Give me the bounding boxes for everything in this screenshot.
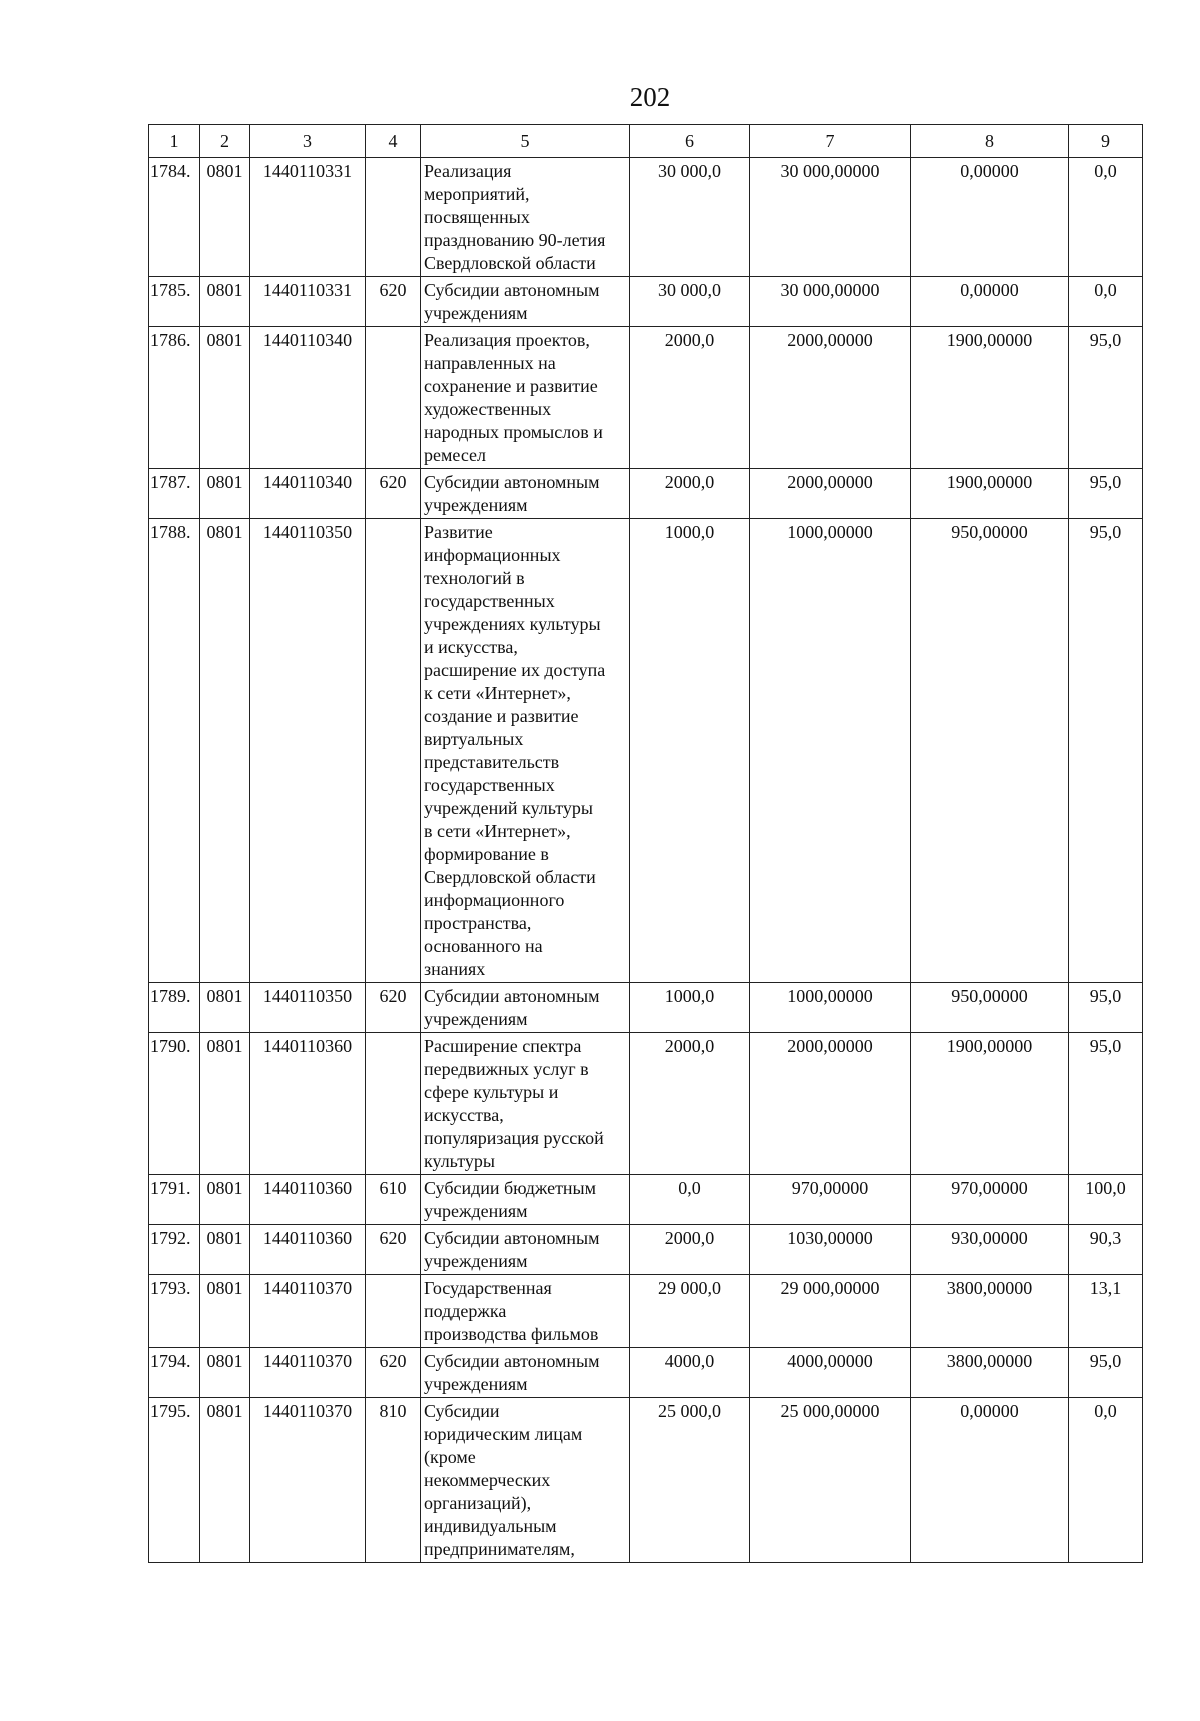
refined-amount: 2000,00000 <box>750 1033 911 1175</box>
item-name-line: искусства, <box>424 1105 504 1125</box>
execution-percent: 95,0 <box>1069 519 1143 983</box>
page-number: 202 <box>629 82 671 112</box>
item-name-line: учреждений культуры <box>424 798 593 818</box>
execution-percent: 95,0 <box>1069 983 1143 1033</box>
item-name-line: организаций), <box>424 1493 532 1513</box>
section-code: 0801 <box>200 1225 250 1275</box>
item-name <box>421 1398 630 1563</box>
item-name-line: учреждениям <box>424 1374 528 1394</box>
row-number: 1794. <box>149 1348 200 1398</box>
item-name-line: Субсидии автономным <box>424 280 600 300</box>
refined-amount: 2000,00000 <box>750 327 911 469</box>
expense-type: 620 <box>366 1225 421 1275</box>
planned-amount: 30 000,0 <box>630 158 750 277</box>
item-name-line: посвященных <box>424 207 530 227</box>
item-name-line: и искусства, <box>424 637 518 657</box>
column-header: 1 <box>149 125 200 158</box>
expense-type: 620 <box>366 1348 421 1398</box>
item-name-line: учреждениях культуры <box>424 614 601 634</box>
row-number: 1787. <box>149 469 200 519</box>
item-name <box>421 1033 630 1175</box>
executed-amount: 970,00000 <box>911 1175 1069 1225</box>
item-name-line: празднованию 90-летия <box>424 230 606 250</box>
item-name-line: культуры <box>424 1151 495 1171</box>
planned-amount: 1000,0 <box>630 519 750 983</box>
row-number: 1788. <box>149 519 200 983</box>
executed-amount: 1900,00000 <box>911 469 1069 519</box>
row-number: 1791. <box>149 1175 200 1225</box>
execution-percent: 95,0 <box>1069 469 1143 519</box>
expense-type <box>366 158 421 277</box>
planned-amount: 30 000,0 <box>630 277 750 327</box>
expense-type <box>366 1033 421 1175</box>
table-row <box>149 158 1143 277</box>
column-header: 8 <box>911 125 1069 158</box>
item-name-line: передвижных услуг в <box>424 1059 589 1079</box>
item-name-line: направленных на <box>424 353 556 373</box>
execution-percent: 95,0 <box>1069 1348 1143 1398</box>
expense-type <box>366 519 421 983</box>
item-name <box>421 1175 630 1225</box>
executed-amount: 1900,00000 <box>911 327 1069 469</box>
item-name-line: (кроме <box>424 1447 476 1467</box>
table-row <box>149 983 1143 1033</box>
executed-amount: 950,00000 <box>911 983 1069 1033</box>
executed-amount: 0,00000 <box>911 277 1069 327</box>
executed-amount: 930,00000 <box>911 1225 1069 1275</box>
target-code: 1440110360 <box>250 1225 366 1275</box>
refined-amount: 25 000,00000 <box>750 1398 911 1563</box>
item-name-line: пространства, <box>424 913 532 933</box>
item-name-line: формирование в <box>424 844 549 864</box>
section-code: 0801 <box>200 1348 250 1398</box>
planned-amount: 2000,0 <box>630 1225 750 1275</box>
execution-percent: 90,3 <box>1069 1225 1143 1275</box>
section-code: 0801 <box>200 1033 250 1175</box>
expense-type <box>366 1275 421 1348</box>
refined-amount: 970,00000 <box>750 1175 911 1225</box>
item-name-line: виртуальных <box>424 729 524 749</box>
item-name <box>421 277 630 327</box>
column-header: 2 <box>200 125 250 158</box>
item-name-line: государственных <box>424 775 555 795</box>
item-name <box>421 1275 630 1348</box>
table-row <box>149 327 1143 469</box>
section-code: 0801 <box>200 158 250 277</box>
planned-amount: 2000,0 <box>630 469 750 519</box>
target-code: 1440110370 <box>250 1348 366 1398</box>
planned-amount: 1000,0 <box>630 983 750 1033</box>
section-code: 0801 <box>200 469 250 519</box>
item-name-line: создание и развитие <box>424 706 579 726</box>
planned-amount: 29 000,0 <box>630 1275 750 1348</box>
item-name-line: художественных <box>424 399 552 419</box>
item-name-line: информационных <box>424 545 561 565</box>
budget-table-wrapper <box>148 124 1143 1563</box>
refined-amount: 30 000,00000 <box>750 277 911 327</box>
item-name-line: Субсидии <box>424 1401 500 1421</box>
section-code: 0801 <box>200 1175 250 1225</box>
item-name-line: Субсидии автономным <box>424 1351 600 1371</box>
table-row <box>149 1275 1143 1348</box>
executed-amount: 0,00000 <box>911 1398 1069 1563</box>
item-name-line: сохранение и развитие <box>424 376 598 396</box>
item-name-line: Реализация проектов, <box>424 330 590 350</box>
item-name-line: Реализация <box>424 161 512 181</box>
refined-amount: 1030,00000 <box>750 1225 911 1275</box>
section-code: 0801 <box>200 1275 250 1348</box>
planned-amount: 2000,0 <box>630 327 750 469</box>
item-name <box>421 469 630 519</box>
target-code: 1440110350 <box>250 983 366 1033</box>
target-code: 1440110331 <box>250 158 366 277</box>
execution-percent: 0,0 <box>1069 277 1143 327</box>
table-row <box>149 469 1143 519</box>
item-name-line: учреждениям <box>424 1009 528 1029</box>
item-name-line: ремесел <box>424 445 486 465</box>
item-name-line: Государственная <box>424 1278 552 1298</box>
row-number: 1789. <box>149 983 200 1033</box>
executed-amount: 3800,00000 <box>911 1275 1069 1348</box>
item-name-line: Свердловской области <box>424 253 596 273</box>
column-header: 4 <box>366 125 421 158</box>
column-header: 9 <box>1069 125 1143 158</box>
execution-percent: 95,0 <box>1069 327 1143 469</box>
item-name-line: производства фильмов <box>424 1324 599 1344</box>
section-code: 0801 <box>200 1398 250 1563</box>
target-code: 1440110360 <box>250 1175 366 1225</box>
item-name <box>421 1348 630 1398</box>
expense-type: 620 <box>366 469 421 519</box>
planned-amount: 0,0 <box>630 1175 750 1225</box>
section-code: 0801 <box>200 519 250 983</box>
row-number: 1784. <box>149 158 200 277</box>
execution-percent: 0,0 <box>1069 158 1143 277</box>
item-name <box>421 1225 630 1275</box>
item-name-line: информационного <box>424 890 565 910</box>
executed-amount: 3800,00000 <box>911 1348 1069 1398</box>
item-name-line: представительств <box>424 752 560 772</box>
table-row <box>149 277 1143 327</box>
item-name-line: учреждениям <box>424 495 528 515</box>
expense-type: 610 <box>366 1175 421 1225</box>
section-code: 0801 <box>200 277 250 327</box>
execution-percent: 0,0 <box>1069 1398 1143 1563</box>
item-name-line: народных промыслов и <box>424 422 603 442</box>
planned-amount: 25 000,0 <box>630 1398 750 1563</box>
item-name-line: Свердловской области <box>424 867 596 887</box>
item-name-line: Субсидии автономным <box>424 1228 600 1248</box>
column-header: 5 <box>421 125 630 158</box>
table-row <box>149 519 1143 983</box>
row-number: 1792. <box>149 1225 200 1275</box>
row-number: 1785. <box>149 277 200 327</box>
target-code: 1440110350 <box>250 519 366 983</box>
section-code: 0801 <box>200 327 250 469</box>
item-name-line: индивидуальным <box>424 1516 557 1536</box>
item-name-line: государственных <box>424 591 555 611</box>
target-code: 1440110360 <box>250 1033 366 1175</box>
item-name-line: некоммерческих <box>424 1470 551 1490</box>
planned-amount: 2000,0 <box>630 1033 750 1175</box>
table-row <box>149 1348 1143 1398</box>
row-number: 1795. <box>149 1398 200 1563</box>
item-name <box>421 519 630 983</box>
item-name-line: юридическим лицам <box>424 1424 583 1444</box>
budget-table <box>148 124 1143 1563</box>
item-name-line: Расширение спектра <box>424 1036 582 1056</box>
planned-amount: 4000,0 <box>630 1348 750 1398</box>
target-code: 1440110370 <box>250 1275 366 1348</box>
table-row <box>149 1398 1143 1563</box>
column-header: 3 <box>250 125 366 158</box>
executed-amount: 950,00000 <box>911 519 1069 983</box>
target-code: 1440110340 <box>250 469 366 519</box>
item-name-line: технологий в <box>424 568 525 588</box>
item-name-line: знаниях <box>424 959 486 979</box>
row-number: 1793. <box>149 1275 200 1348</box>
expense-type <box>366 327 421 469</box>
executed-amount: 0,00000 <box>911 158 1069 277</box>
table-row <box>149 1225 1143 1275</box>
refined-amount: 1000,00000 <box>750 983 911 1033</box>
execution-percent: 95,0 <box>1069 1033 1143 1175</box>
item-name-line: основанного на <box>424 936 543 956</box>
expense-type: 620 <box>366 983 421 1033</box>
target-code: 1440110340 <box>250 327 366 469</box>
column-header: 7 <box>750 125 911 158</box>
item-name-line: поддержка <box>424 1301 507 1321</box>
item-name-line: Субсидии автономным <box>424 472 600 492</box>
target-code: 1440110331 <box>250 277 366 327</box>
item-name-line: учреждениям <box>424 303 528 323</box>
column-header: 6 <box>630 125 750 158</box>
item-name-line: мероприятий, <box>424 184 530 204</box>
table-body <box>149 158 1143 1563</box>
item-name-line: популяризация русской <box>424 1128 604 1148</box>
expense-type: 620 <box>366 277 421 327</box>
row-number: 1790. <box>149 1033 200 1175</box>
header-row <box>149 125 1143 158</box>
table-row <box>149 1033 1143 1175</box>
refined-amount: 1000,00000 <box>750 519 911 983</box>
item-name-line: предпринимателям, <box>424 1539 575 1559</box>
expense-type: 810 <box>366 1398 421 1563</box>
item-name <box>421 327 630 469</box>
refined-amount: 29 000,00000 <box>750 1275 911 1348</box>
refined-amount: 2000,00000 <box>750 469 911 519</box>
item-name <box>421 983 630 1033</box>
refined-amount: 4000,00000 <box>750 1348 911 1398</box>
table-row <box>149 1175 1143 1225</box>
item-name-line: Развитие <box>424 522 493 542</box>
execution-percent: 13,1 <box>1069 1275 1143 1348</box>
section-code: 0801 <box>200 983 250 1033</box>
item-name-line: Субсидии бюджетным <box>424 1178 597 1198</box>
execution-percent: 100,0 <box>1069 1175 1143 1225</box>
item-name-line: сфере культуры и <box>424 1082 559 1102</box>
target-code: 1440110370 <box>250 1398 366 1563</box>
item-name-line: учреждениям <box>424 1201 528 1221</box>
item-name <box>421 158 630 277</box>
item-name-line: в сети «Интернет», <box>424 821 571 841</box>
refined-amount: 30 000,00000 <box>750 158 911 277</box>
item-name-line: учреждениям <box>424 1251 528 1271</box>
item-name-line: Субсидии автономным <box>424 986 600 1006</box>
executed-amount: 1900,00000 <box>911 1033 1069 1175</box>
row-number: 1786. <box>149 327 200 469</box>
item-name-line: к сети «Интернет», <box>424 683 571 703</box>
item-name-line: расширение их доступа <box>424 660 606 680</box>
